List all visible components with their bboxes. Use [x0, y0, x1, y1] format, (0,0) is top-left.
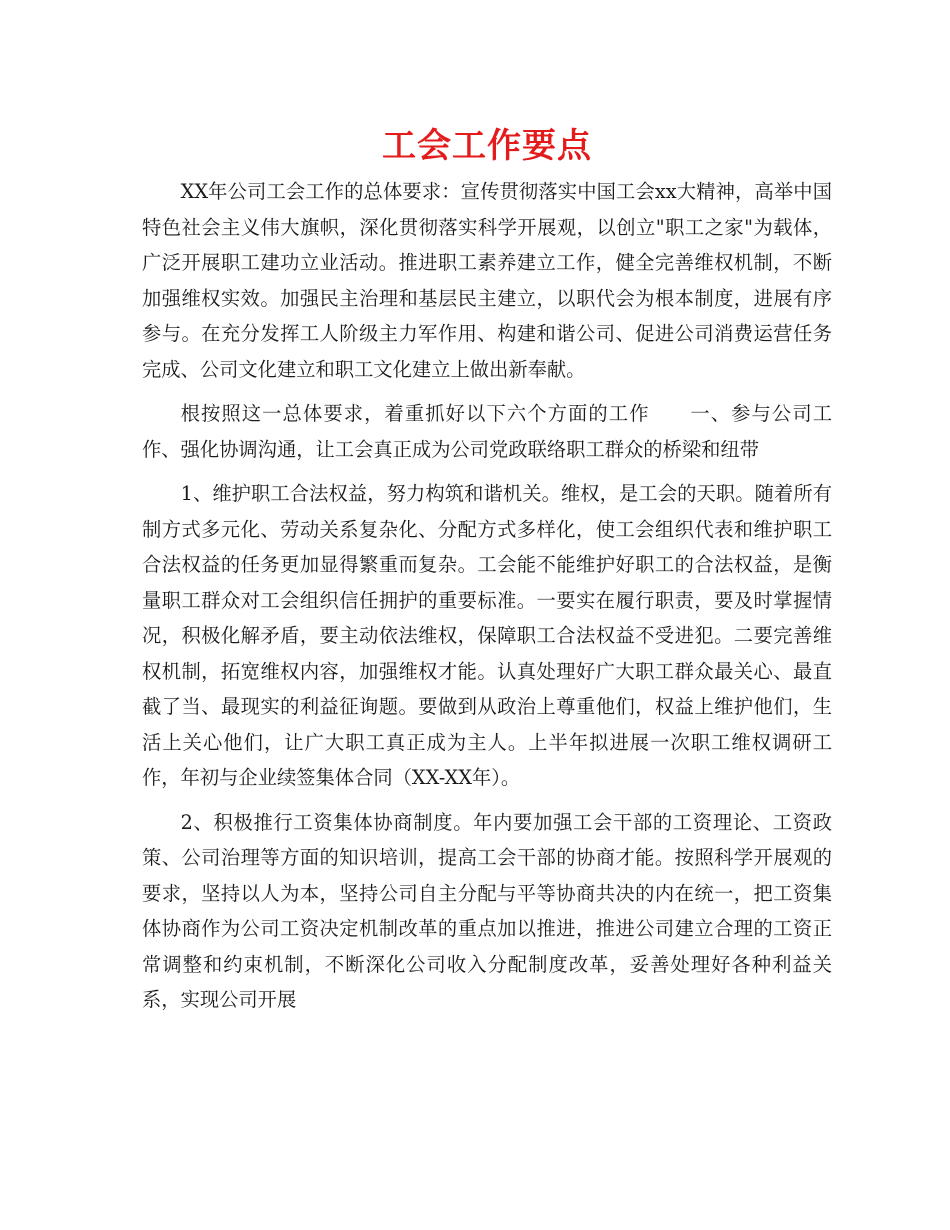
- paragraph-item-1-rights: 1、维护职工合法权益，努力构筑和谐机关。维权，是工会的天职。随着所有制方式多元化、劳动关系复杂化、分配方式多样化，使工会组织代表和维护职工合法权益的任务更加显得繁重而复杂。工会能不能维护好职工的合法权益，是衡量职工群众对工会组织信任拥护的重要标准。一要实在履行职责，要及时掌握情况，积极化解矛盾，要主动依法维权，保障职工合法权益不受进犯。二要完善维权机制，拓宽维权内容，加强维权才能。认真处理好广大职工群众最关心、最直截了当、最现实的利益征询题。要做到从政治上尊重他们，权益上维护他们，生活上关心他们，让广大职工真正成为主人。上半年拟进展一次职工维权调研工作，年初与企业续签集体合同（XX-XX年）。: [142, 482, 832, 789]
- document-page: [142, 118, 832, 1018]
- paragraph-item-2-wages: 2、积极推行工资集体协商制度。年内要加强工会干部的工资理论、工资政策、公司治理等方面的知识培训，提高工会干部的协商才能。按照科学开展观的要求，坚持以人为本，坚持公司自主分配与平等协商共决的内在统一，把工资集体协商作为公司工资决定机制改革的重点加以推进，推进公司建立合理的工资正常调整和约束机制，不断深化公司收入分配制度改革，妥善处理好各种利益关系，实现公司开展: [142, 810, 832, 1011]
- paragraph-general-requirements: XX年公司工会工作的总体要求：宣传贯彻落实中国工会xx大精神，高举中国特色社会主义伟大旗帜，深化贯彻落实科学开展观，以创立"职工之家"为载体，广泛开展职工建功立业活动。推进职工素养建立工作，健全完善维权机制，不断加强维权实效。加强民主治理和基层民主建立，以职代会为根本制度，进展有序参与。在充分发挥工人阶级主力军作用、构建和谐公司、促进公司消费运营任务完成、公司文化建立和职工文化建立上做出新奉献。: [142, 180, 832, 381]
- document-title: 工会工作要点: [382, 126, 592, 166]
- paragraph-six-aspects: 根按照这一总体要求，着重抓好以下六个方面的工作 一、参与公司工作、强化协调沟通，让工会真正成为公司党政联络职工群众的桥梁和纽带: [142, 402, 832, 461]
